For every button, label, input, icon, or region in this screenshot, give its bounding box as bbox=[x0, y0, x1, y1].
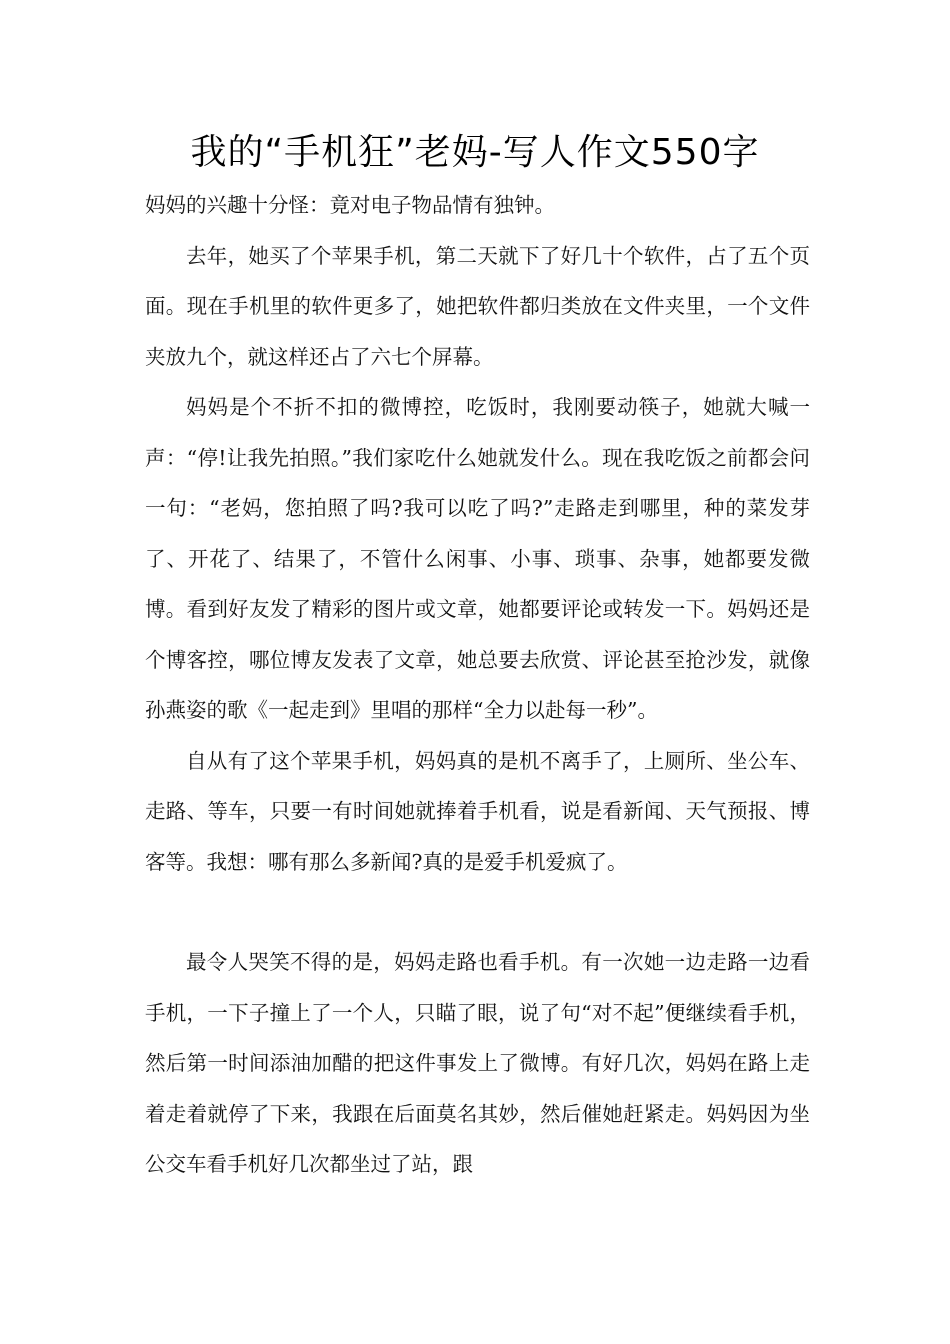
paragraph-spacer bbox=[145, 887, 810, 937]
paragraph-walking: 最令人哭笑不得的是，妈妈走路也看手机。有一次她一边走路一边看手机，一下子撞上了一个人，只瞄了眼，说了句“对不起”便继续看手机，然后第一时间添油加醋的把这件事发上了微博。有好几次，妈妈在路上走着走着就停了下来，我跟在后面莫名其妙，然后催她赶紧走。妈妈因为坐公交车看手机好几次都坐过了站，跟 bbox=[145, 950, 810, 1176]
paragraph-phone-apps: 去年，她买了个苹果手机，第二天就下了好几十个软件，占了五个页面。现在手机里的软件更多了，她把软件都归类放在文件夹里，一个文件夹放九个，就这样还占了六七个屏幕。 bbox=[145, 243, 810, 369]
paragraph-intro: 妈妈的兴趣十分怪：竟对电子物品情有独钟。 bbox=[145, 193, 555, 217]
document-body bbox=[145, 180, 810, 1190]
paragraph-weibo: 妈妈是个不折不扣的微博控，吃饭时，我刚要动筷子，她就大喊一声：“停!让我先拍照。”我们家吃什么她就发什么。现在我吃饭之前都会问一句：“老妈，您拍照了吗?我可以吃了吗?”走路走到哪里，种的菜发芽了、开花了、结果了，不管什么闲事、小事、琐事、杂事，她都要发微博。看到好友发了精彩的图片或文章，她都要评论或转发一下。妈妈还是个博客控，哪位博友发表了文章，她总要去欣赏、评论甚至抢沙发，就像孙燕姿的歌《一起走到》里唱的那样“全力以赴每一秒”。 bbox=[145, 395, 810, 722]
paragraph-always-on-phone: 自从有了这个苹果手机，妈妈真的是机不离手了，上厕所、坐公车、走路、等车，只要一有时间她就捧着手机看，说是看新闻、天气预报、博客等。我想：哪有那么多新闻?真的是爱手机爱疯了。 bbox=[145, 748, 810, 874]
document-title: 我的“手机狂”老妈-写人作文550字 bbox=[190, 132, 760, 173]
